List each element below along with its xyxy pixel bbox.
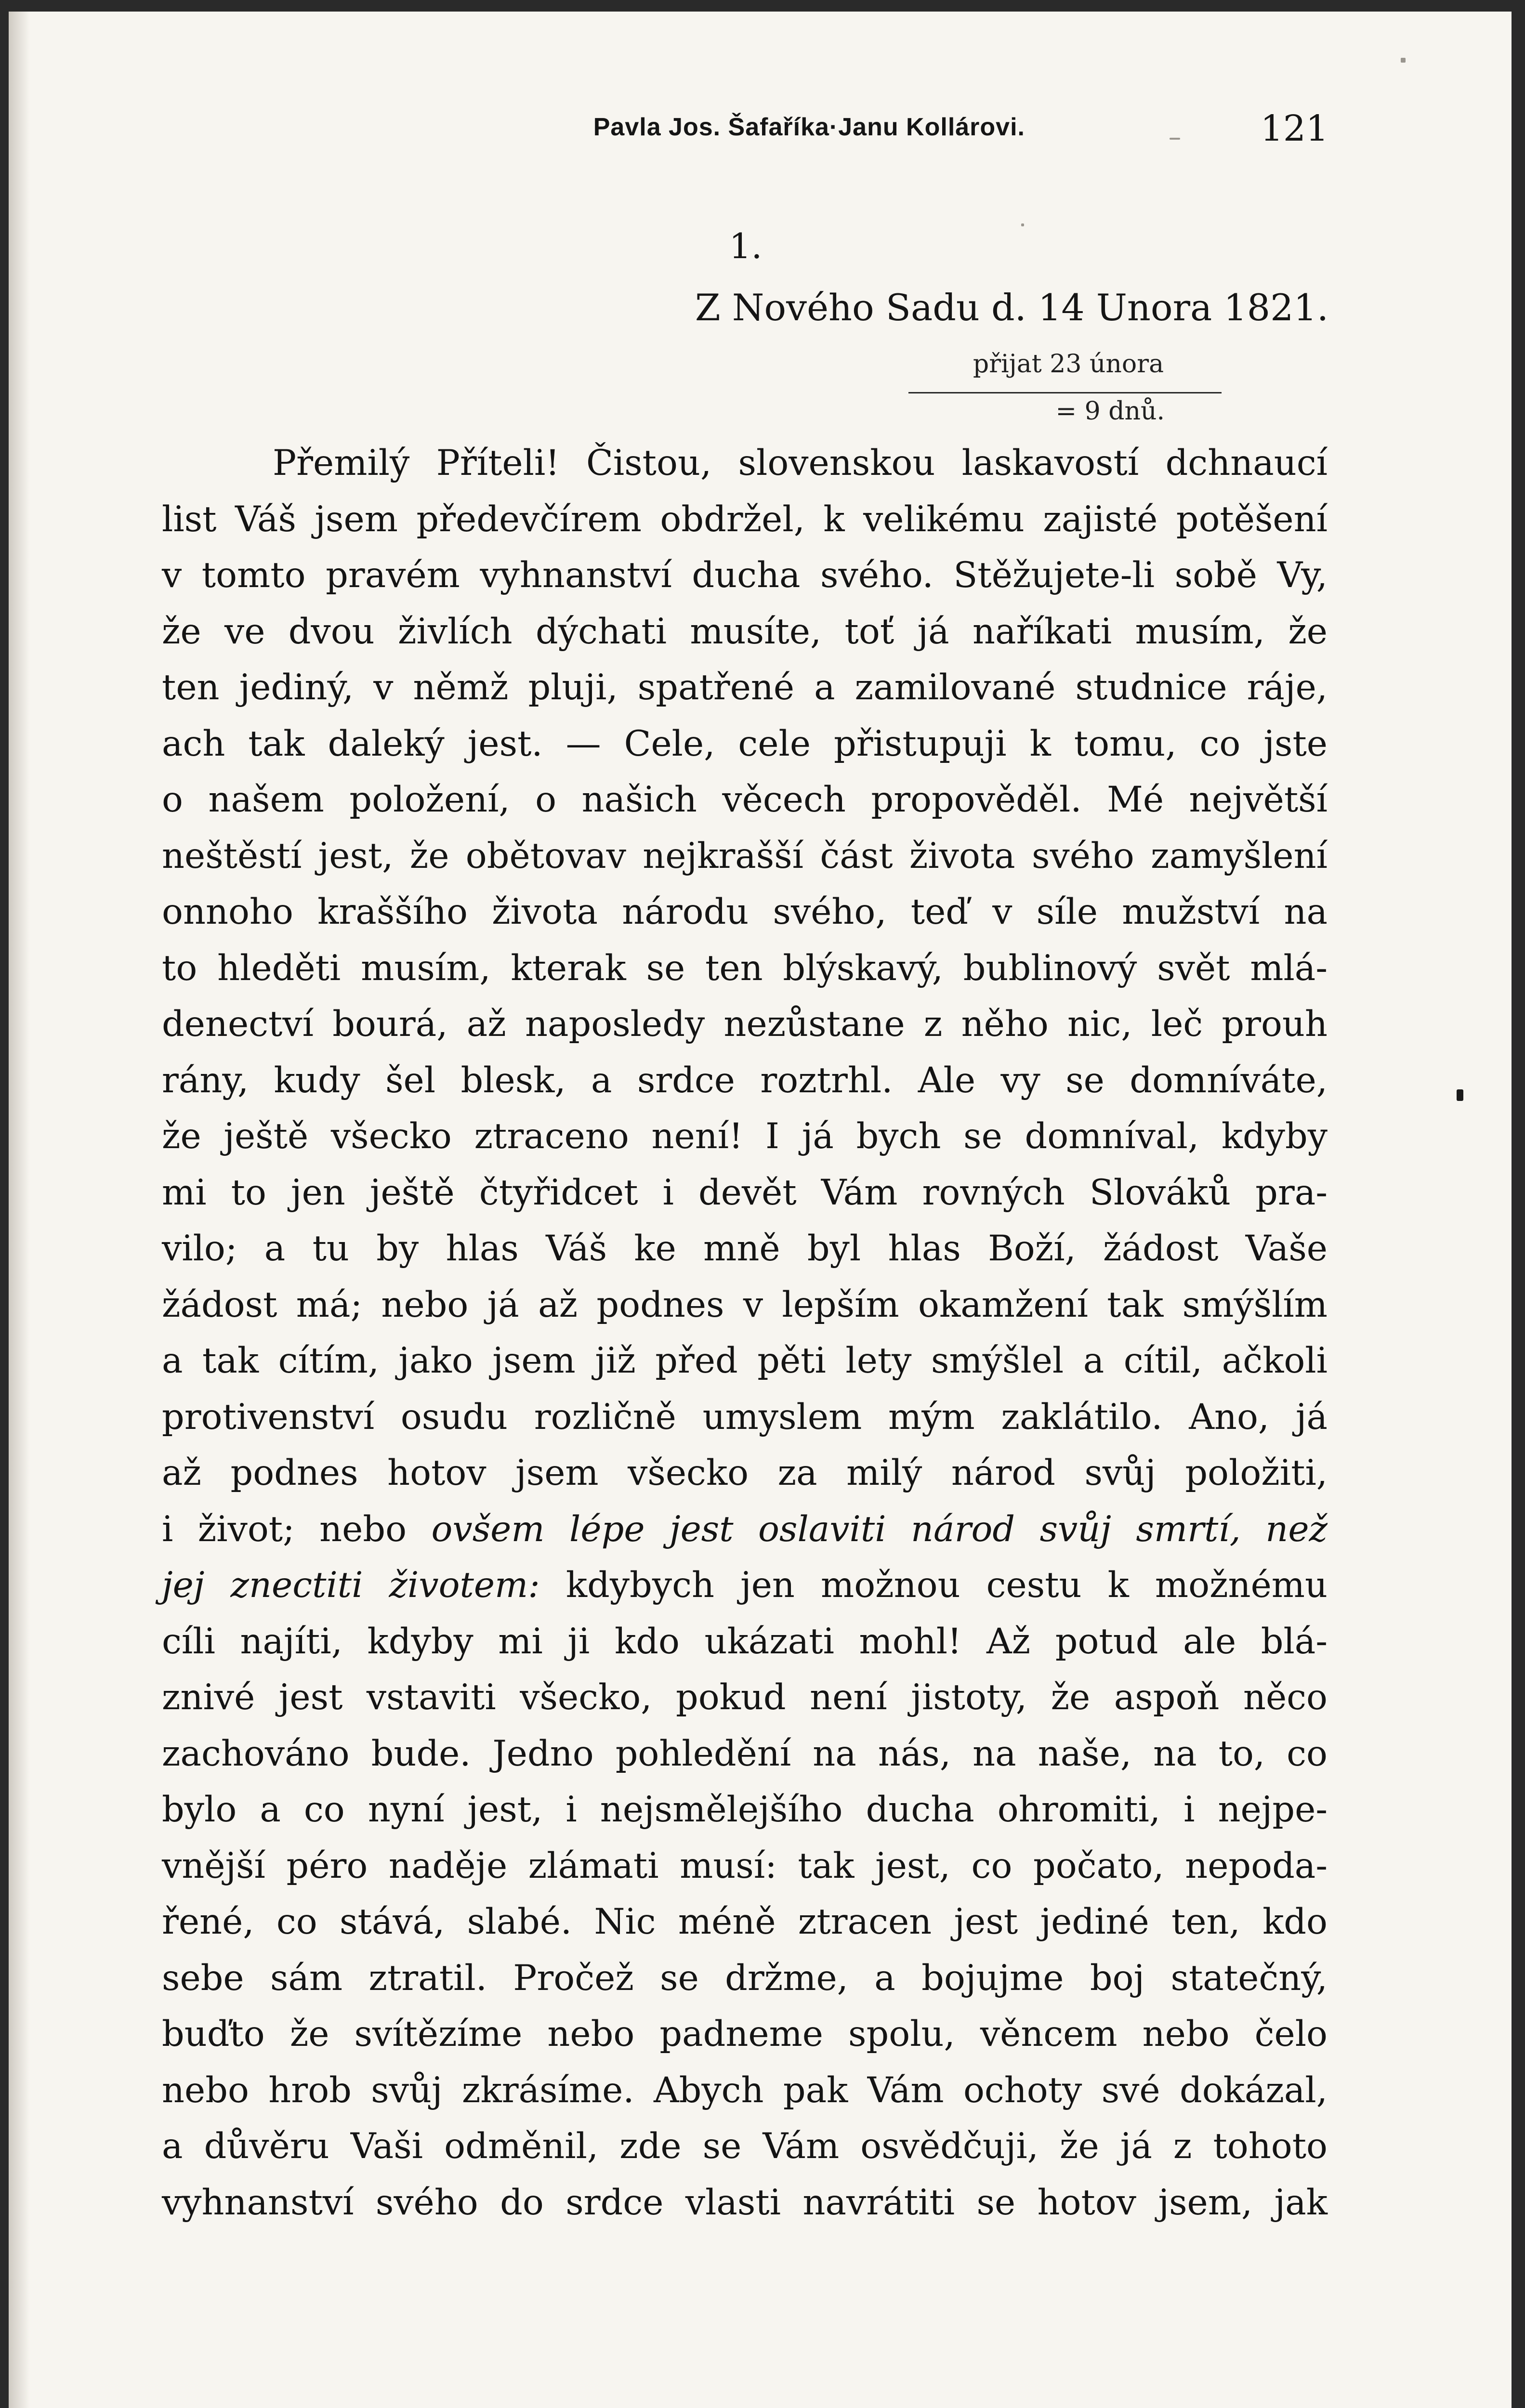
body-line: vnější péro naděje zlámati musí: tak jest, co počato, nepoda-	[162, 1845, 1328, 1886]
book-page	[9, 12, 1512, 2408]
body-line: ten jediný, v němž pluji, spatřené a zamilované studnice ráje,	[162, 667, 1328, 708]
body-line-italic-quote: ovšem lépe jest oslaviti národ svůj smrtí, než	[431, 1508, 1328, 1550]
body-line-mixed	[162, 1557, 1328, 1614]
margin-ink-spot	[1457, 1089, 1463, 1101]
body-line: že ve dvou živlích dýchati musíte, toť já naříkati musím, že	[162, 611, 1328, 652]
scan-edge-shadow	[9, 12, 30, 2408]
body-line: vyhnanství svého do srdce vlasti navrátiti se hotov jsem, jak	[162, 2182, 1328, 2223]
body-line: cíli najíti, kdyby mi ji kdo ukázati mohl! Až potud ale blá-	[162, 1621, 1328, 1662]
body-line: Přemilý Příteli! Čistou, slovenskou laskavostí dchnaucí	[273, 443, 1328, 484]
body-line: a důvěru Vaši odměnil, zde se Vám osvědčuji, že já z tohoto	[162, 2126, 1328, 2167]
running-head: Pavla Jos. Šafaříka·Janu Kollárovi.	[593, 113, 1025, 141]
body-line: znivé jest vstaviti všecko, pokud není jistoty, že aspoň něco	[162, 1677, 1328, 1718]
body-line: to hleděti musím, kterak se ten blýskavý, bublinový svět mlá-	[162, 947, 1328, 989]
dateline: Z Nového Sadu d. 14 Unora 1821.	[695, 286, 1328, 329]
body-line: nebo hrob svůj zkrásíme. Abych pak Vám ochoty své dokázal,	[162, 2069, 1328, 2111]
body-line-italic-quote: jej znectiti životem:	[162, 1565, 540, 1606]
body-line: rány, kudy šel blesk, a srdce roztrhl. Ale vy se domníváte,	[162, 1060, 1328, 1101]
body-line-roman: i život; nebo	[162, 1508, 432, 1550]
body-line: zachováno bude. Jedno pohledění na nás, na naše, na to, co	[162, 1733, 1328, 1774]
body-line-mixed	[162, 1502, 1328, 1558]
body-line: denectví bourá, až naposledy nezůstane z něho nic, leč prouh	[162, 1004, 1328, 1045]
paper-speck	[1170, 138, 1180, 140]
body-line: list Váš jsem předevčírem obdržel, k velikému zajisté potěšení	[162, 498, 1328, 540]
body-line: že ještě všecko ztraceno není! I já bych se domníval, kdyby	[162, 1116, 1328, 1157]
body-line: až podnes hotov jsem všecko za milý národ svůj položiti,	[162, 1453, 1328, 1493]
body-line: řené, co stává, slabé. Nic méně ztracen jest jediné ten, kdo	[162, 1901, 1328, 1942]
paper-speck	[1401, 58, 1406, 63]
letter-body	[162, 435, 1328, 2231]
body-line: mi to jen ještě čtyřidcet i devět Vám rovných Slováků pra-	[162, 1172, 1328, 1213]
paper-speck	[1021, 223, 1024, 226]
body-line: v tomto pravém vyhnanství ducha svého. Stěžujete-li sobě Vy,	[162, 555, 1328, 596]
received-note-rule	[908, 392, 1222, 393]
letter-number: 1.	[729, 226, 762, 266]
body-line: onnoho kraššího života národu svého, teď v síle mužství na	[162, 891, 1328, 932]
page-number: 121	[1260, 108, 1328, 149]
body-line: ach tak daleký jest. — Cele, cele přistupuji k tomu, co jste	[162, 723, 1328, 764]
body-line: buďto že svítězíme nebo padneme spolu, věncem nebo čelo	[162, 2014, 1328, 2055]
body-line: vilo; a tu by hlas Váš ke mně byl hlas Boží, žádost Vaše	[162, 1228, 1328, 1269]
body-line: protivenství osudu rozličně umyslem mým zaklátilo. Ano, já	[162, 1396, 1328, 1438]
body-line: bylo a co nyní jest, i nejsmělejšího ducha ohromiti, i nejpe-	[162, 1789, 1328, 1830]
body-line-roman: kdybych jen možnou cestu k možnému	[539, 1565, 1328, 1606]
delivery-interval: = 9 dnů.	[1055, 397, 1165, 426]
body-line: o našem položení, o našich věcech propověděl. Mé největší	[162, 779, 1328, 820]
body-line: a tak cítím, jako jsem již před pěti lety smýšlel a cítil, ačkoli	[162, 1340, 1328, 1381]
body-line: sebe sám ztratil. Pročež se držme, a bojujme boj statečný,	[162, 1957, 1328, 1999]
body-line: žádost má; nebo já až podnes v lepším okamžení tak smýšlím	[162, 1284, 1328, 1325]
body-line: neštěstí jest, že obětovav nejkrašší část života svého zamyšlení	[162, 835, 1328, 877]
received-note: přijat 23 února	[973, 350, 1164, 379]
